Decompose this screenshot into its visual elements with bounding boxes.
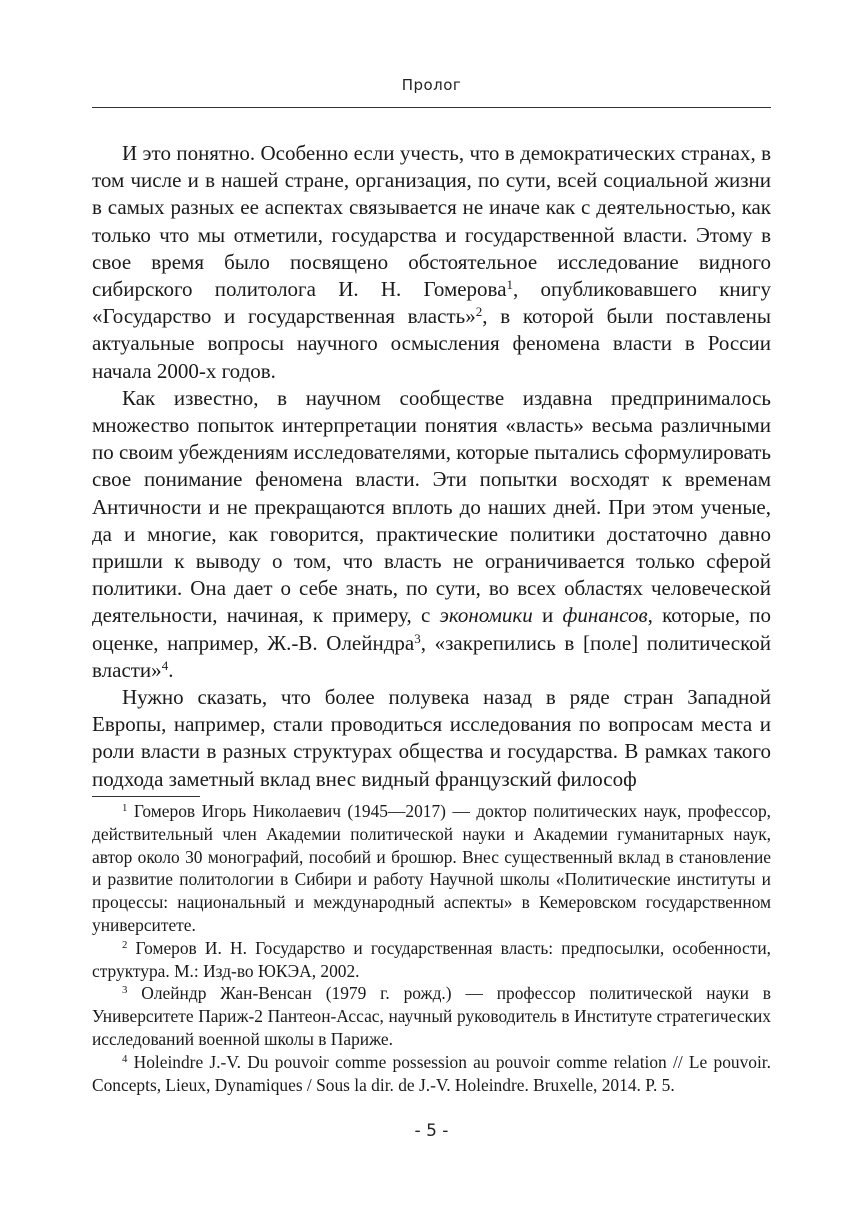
footnotes bbox=[92, 800, 771, 1096]
footnote-4: $^4$ Holeindre J.-V. Du pouvoir comme possession au pouvoir comme relation // Le pouvoir. Concepts, Lieux, Dynamiques / Sous la dir. de J.-V. Holeindre. Bruxelle, 2014. P. 5. bbox=[92, 1051, 771, 1095]
running-header: Пролог bbox=[401, 76, 462, 94]
footnote-3: $^3$ Олейндр Жан-Венсан (1979 г. рожд.) — профессор политической науки в Университете Париж-2 Пантеон-Ассас, научный руководитель в Институте стратегических исследований военной школы в Париже. bbox=[92, 983, 771, 1049]
emphasis-economics: экономики bbox=[439, 603, 533, 628]
paragraph-2: Как известно, в научном сообществе издавна предпринималось множество попыток интерпретации понятия «власть» весьма различными по своим убеждениям исследователями, которые пытались сформулировать свое понимание феномена власти. Эти попытки восходят к временам Античности и не прекращаются вплоть до наших дней. При этом ученые, да и многие, как говорится, практические политики достаточно давно пришли к выводу о том, что власть не ограничивается только сферой политики. Она дает о себе знать, по сути, во всех областях человеческой деятельности, начиная, к примеру, с экономики и финансов, которые, по оценке, например, Ж.-В. Олейндра$^3$, «закрепились в [поле] политической власти»$^4$. bbox=[92, 385, 771, 682]
footnote-number: 3 bbox=[122, 984, 128, 997]
footnote-2: $^2$ Гомеров И. Н. Государство и государственная власть: предпосылки, особенности, структура. М.: Изд-во ЮКЭА, 2002. bbox=[92, 937, 771, 981]
paragraph-3: Нужно сказать, что более полувека назад в ряде стран Западной Европы, например, стали проводиться исследования по вопросам места и роли власти в разных структурах общества и государства. В рамках такого подхода заметный вклад внес видный французский философ bbox=[92, 685, 771, 791]
paragraph-1: И это понятно. Особенно если учесть, что в демократических странах, в том числе и в нашей стране, организация, по сути, всей социальной жизни в самых разных ее аспектах связывается не иначе как с деятельностью, как только что мы отметили, государства и государственной власти. Этому в свое время было посвящено обстоятельное исследование видного сибирского политолога И. Н. Гомерова$^1$, опубликовавшего книгу «Государство и государственная власть»$^2$, в которой были поставлены актуальные вопросы научного осмысления феномена власти в России начала 2000-х годов. bbox=[92, 141, 771, 383]
header-divider bbox=[92, 107, 771, 108]
emphasis-finance: финансов bbox=[562, 603, 648, 628]
footnote-ref-2[interactable]: 2 bbox=[475, 304, 483, 320]
main-text bbox=[92, 140, 771, 793]
page-number: - 5 - bbox=[414, 1121, 449, 1141]
footnote-number: 4 bbox=[122, 1052, 128, 1065]
footnote-ref-4[interactable]: 4 bbox=[161, 657, 169, 673]
footnote-ref-3[interactable]: 3 bbox=[414, 630, 421, 646]
footnote-ref-1[interactable]: 1 bbox=[506, 276, 514, 292]
footnote-separator bbox=[92, 796, 200, 797]
footnote-1: $^1$ Гомеров Игорь Николаевич (1945—2017) — доктор политических наук, профессор, действительный член Академии политической науки и Академии гуманитарных наук, автор около 30 монографий, пособий и брошюр. Внес существенный вклад в становление и развитие политологии в Сибири и работу Научной школы «Политические институты и процессы: национальный и международный аспекты» в Кемеровском государственном университете. bbox=[92, 801, 771, 935]
footnote-number: 1 bbox=[122, 802, 128, 815]
footnote-number: 2 bbox=[122, 938, 128, 951]
